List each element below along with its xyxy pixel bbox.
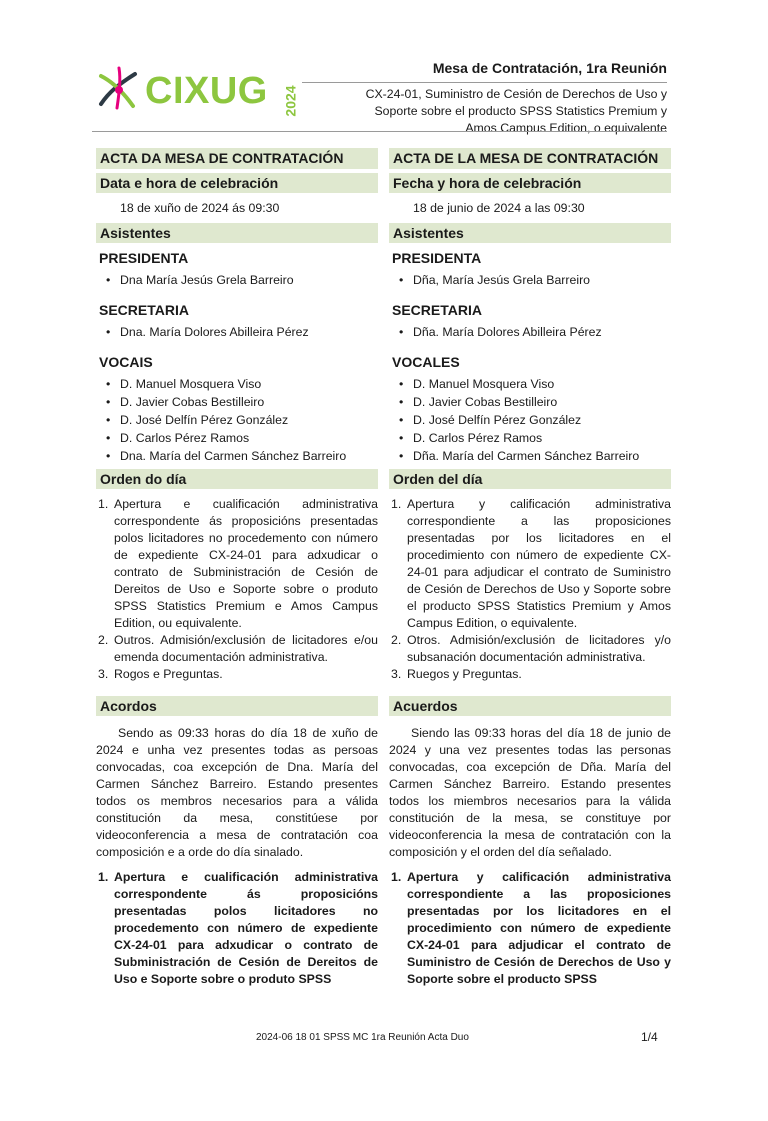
agreements-list <box>96 869 378 988</box>
agenda-item <box>389 632 671 666</box>
subject-line: CX-24-01, Suministro de Cesión de Derechos de Uso y <box>365 87 667 101</box>
agenda-text: Apertura e cualificación administrativa correspondente ás proposicións presentadas polos licitadores no procedemento con número de expediente CX-24-01 para adxudicar o contrato de Subministración de Cesión de Dereitos de Uso e Soporte sobre o produto SPSS Statistics Premium e Amos Campus Edition, ou equivalente. <box>114 497 378 630</box>
agenda-number: 2. <box>98 633 109 647</box>
agenda-number: 1. <box>98 497 109 511</box>
vocal-name: • D. Javier Cobas Bestilleiro <box>389 393 671 411</box>
vocal-name: • D. Manuel Mosquera Viso <box>389 375 671 393</box>
meeting-date: 18 de junio de 2024 a las 09:30 <box>413 201 585 215</box>
vocal-name: • Dña. María del Carmen Sánchez Barreiro <box>389 447 671 465</box>
vocal-name: • D. José Delfín Pérez González <box>96 411 378 429</box>
president-label: PRESIDENTA <box>392 250 482 266</box>
agenda-item <box>96 496 378 632</box>
agenda-text: Outros. Admisión/exclusión de licitadores e/ou emenda documentación administrativa. <box>114 633 378 664</box>
vocal-name: • Dna. María del Carmen Sánchez Barreiro <box>96 447 378 465</box>
agenda-number: 3. <box>98 667 109 681</box>
president-label: PRESIDENTA <box>99 250 189 266</box>
logo-year: 2024 <box>282 85 299 117</box>
vocal-name: • D. Manuel Mosquera Viso <box>96 375 378 393</box>
act-title: ACTA DA MESA DE CONTRATACIÓN <box>96 148 378 169</box>
agreement-item <box>389 869 671 988</box>
agreements-heading: Acordos <box>96 696 378 716</box>
attendees-heading: Asistentes <box>96 223 378 243</box>
subject-line: Soporte sobre el producto SPSS Statistics Premium y <box>374 104 667 118</box>
subject-text <box>287 86 667 137</box>
document-name: 2024-06 18 01 SPSS MC 1ra Reunión Acta Duo <box>256 1032 469 1043</box>
header-divider <box>92 131 667 132</box>
agenda-text: Ruegos y Preguntas. <box>407 667 522 681</box>
agreements-text: Siendo las 09:33 horas del día 18 de junio de 2024 y una vez presentes todas las personas convocadas, coa excepción de Dña. María del Carmen Sánchez Barreiro. Estando presentes todos los miembros necesarios para la válida constitución de la mesa, se constituye por videoconferencia la mesa de contratación con la composición y el orden del día señalado. <box>389 726 671 859</box>
agreement-number: 1. <box>98 870 109 884</box>
act-title: ACTA DE LA MESA DE CONTRATACIÓN <box>389 148 671 169</box>
secretary-list <box>96 323 378 341</box>
vocal-name: • D. Javier Cobas Bestilleiro <box>96 393 378 411</box>
column-galician <box>96 148 378 988</box>
document-header <box>95 56 667 136</box>
cixug-logo <box>95 64 305 117</box>
vocals-list <box>96 375 378 465</box>
vocal-name: • D. José Delfín Pérez González <box>389 411 671 429</box>
agreements-list <box>389 869 671 988</box>
agenda-item <box>389 496 671 632</box>
column-spanish <box>389 148 671 988</box>
agenda-number: 1. <box>391 497 402 511</box>
agenda-text: Otros. Admisión/exclusión de licitadores y/o subsanación documentación administrativa. <box>407 633 671 664</box>
date-heading: Data e hora de celebración <box>96 173 378 193</box>
page-number: 1/4 <box>641 1030 658 1044</box>
vocals-label: VOCAIS <box>99 354 153 370</box>
agenda-heading: Orden do día <box>96 469 378 489</box>
agreements-heading: Acuerdos <box>389 696 671 716</box>
agenda-heading: Orden del día <box>389 469 671 489</box>
secretary-name: • Dña. María Dolores Abilleira Pérez <box>389 323 671 341</box>
title-divider <box>302 82 667 83</box>
secretary-label: SECRETARIA <box>99 302 189 318</box>
agenda-item <box>389 666 671 683</box>
logo-wordmark: CIXUG <box>145 70 268 112</box>
secretary-name: • Dna. María Dolores Abilleira Pérez <box>96 323 378 341</box>
agenda-number: 2. <box>391 633 402 647</box>
agreements-text: Sendo as 09:33 horas do día 18 de xuño de 2024 e unha vez presentes todas as persoas convocadas, coa excepción de Dna. María del Carmen Sánchez Barreiro. Estando presentes todos os membros necesarios para a válida constitución da mesa, constitúese por videoconferencia a mesa de contratación coa composición e a orde do día sinalado. <box>96 726 378 859</box>
subject-line: Amos Campus Edition, o equivalente <box>465 121 667 135</box>
agreement-item <box>96 869 378 988</box>
agreement-text: Apertura y calificación administrativa correspondiente a las proposiciones presentadas por los licitadores en el procedimiento con número de expediente CX-24-01 para adjudicar el contrato de Suministro de Cesión de Derechos de Uso y Soporte sobre el producto SPSS <box>407 870 671 986</box>
president-name: • Dña, María Jesús Grela Barreiro <box>389 271 671 289</box>
agenda-list <box>389 496 671 683</box>
agenda-number: 3. <box>391 667 402 681</box>
vocals-label: VOCALES <box>392 354 460 370</box>
agenda-text: Rogos e Preguntas. <box>114 667 223 681</box>
vocals-list <box>389 375 671 465</box>
vocal-name: • D. Carlos Pérez Ramos <box>389 429 671 447</box>
agreement-number: 1. <box>391 870 402 884</box>
attendees-heading: Asistentes <box>389 223 671 243</box>
vocal-name: • D. Carlos Pérez Ramos <box>96 429 378 447</box>
agenda-item <box>96 632 378 666</box>
president-name: • Dna María Jesús Grela Barreiro <box>96 271 378 289</box>
secretary-list <box>389 323 671 341</box>
agenda-text: Apertura y calificación administrativa correspondiente a las proposiciones presentadas por los licitadores en el procedimiento con número de expediente CX-24-01 para adjudicar el contrato de Suministro de Cesión de Derechos de Uso y Soporte sobre el producto SPSS Statistics Premium y Amos Campus Edition, o equivalente. <box>407 497 671 630</box>
agenda-item <box>96 666 378 683</box>
meeting-title: Mesa de Contratación, 1ra Reunión <box>432 60 667 76</box>
president-list <box>389 271 671 289</box>
agreement-text: Apertura e cualificación administrativa correspondente ás proposicións presentadas polos licitadores no procedemento con número de expediente CX-24-01 para adxudicar o contrato de Subministración de Cesión de Dereitos de Uso e Soporte sobre o produto SPSS <box>114 870 378 986</box>
agenda-list <box>96 496 378 683</box>
president-list <box>96 271 378 289</box>
secretary-label: SECRETARIA <box>392 302 482 318</box>
cixug-logo-icon <box>95 64 143 112</box>
meeting-date: 18 de xuño de 2024 ás 09:30 <box>120 201 280 215</box>
date-heading: Fecha y hora de celebración <box>389 173 671 193</box>
